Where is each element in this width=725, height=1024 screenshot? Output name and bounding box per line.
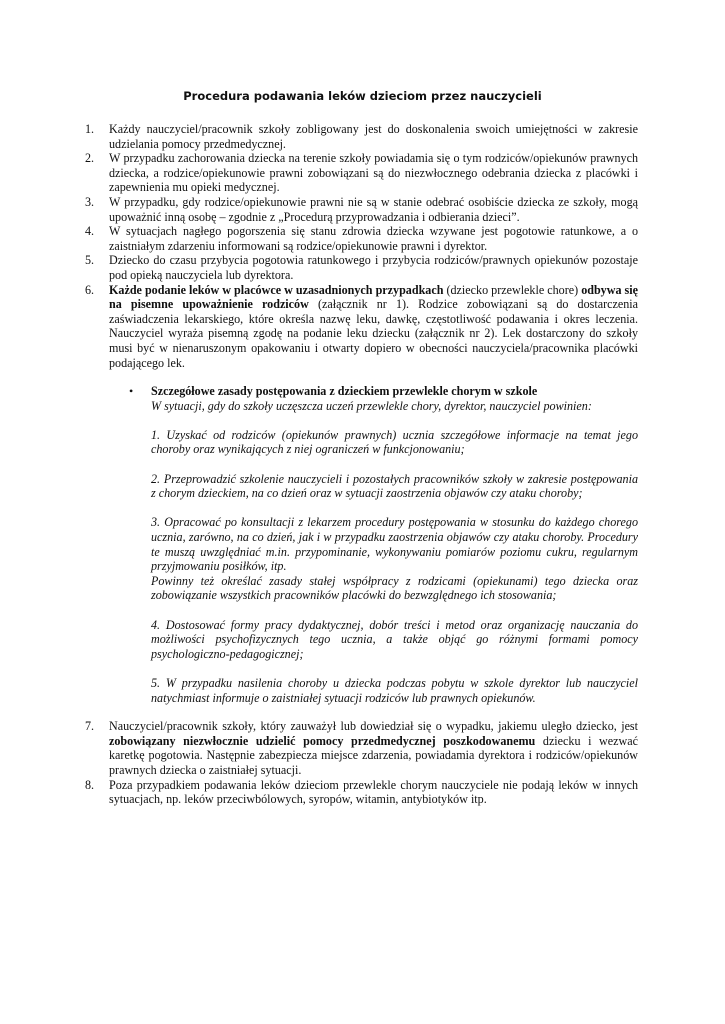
sub-point-continuation: Powinny też określać zasady stałej współpracy z rodzicami (opiekunami) tego dziecka oraz zobowiązanie wszystkich pracowników placówki do bezwzględnego ich stosowania; bbox=[151, 573, 638, 603]
item-text: W sytuacjach nagłego pogorszenia się stanu zdrowia dziecka wzywane jest pogotowie ratunkowe, a o zaistniałym zdarzeniu informowani są rodzice/opiekunowie prawni i dyrektor. bbox=[109, 224, 638, 253]
sub-point bbox=[151, 472, 638, 501]
item-text: (dziecko przewlekle chore) bbox=[443, 282, 582, 297]
item-text: dziecku i wezwać karetkę pogotowia. Następnie zabezpiecza miejsce zdarzenia, powiadamia dyrektora i rodziców/opiekunów prawnych dziecka o zaistniałej sytuacji. bbox=[109, 733, 638, 777]
bullet-icon: • bbox=[129, 384, 134, 399]
item-text: Każdy nauczyciel/pracownik szkoły zobligowany jest do doskonalenia swoich umiejętności w zakresie udzielania pomocy przedmedycznej. bbox=[109, 122, 638, 151]
list-item bbox=[85, 719, 638, 777]
document-body bbox=[85, 122, 638, 807]
list-item bbox=[85, 151, 638, 195]
item-number: 7. bbox=[85, 719, 95, 734]
list-item bbox=[85, 253, 638, 282]
item-number: 6. bbox=[85, 282, 95, 297]
sub-point-text: 1. Uzyskać od rodziców (opiekunów prawnych) ucznia szczegółowe informacje na temat jego choroby oraz wynikających z niej ograniczeń w funkcjonowaniu; bbox=[151, 427, 638, 457]
item-number: 1. bbox=[85, 122, 95, 136]
section-heading: Szczegółowe zasady postępowania z dzieckiem przewlekle chorym w szkole bbox=[151, 384, 538, 399]
sub-point bbox=[151, 676, 638, 705]
item-text: W przypadku, gdy rodzice/opiekunowie prawni nie są w stanie odebrać osobiście dziecka ze szkoły, mogą upoważnić inną osobę – zgodnie z „Procedurą przyprowadzania i odbierania dzieci”. bbox=[109, 194, 638, 224]
sub-point-text: 4. Dostosować formy pracy dydaktycznej, dobór treści i metod oraz organizację nauczania do możliwości psychofizycznych tego ucznia, a także objąć go różnymi formami pomocy psychologiczno-pedagogicznej; bbox=[151, 617, 638, 661]
list-item bbox=[85, 195, 638, 224]
procedure-list bbox=[85, 122, 638, 370]
sub-point bbox=[151, 515, 638, 603]
procedure-list-continued bbox=[85, 719, 638, 807]
document-title: Procedura podawania leków dzieciom przez nauczycieli bbox=[183, 89, 542, 103]
item-text: (załącznik nr 1). Rodzice zobowiązani są do dostarczenia zaświadczenia lekarskiego, które określa nazwę leku, dawkę, częstotliwość podawania i okres leczenia. Nauczyciel wyraża pisemną zgodę na podanie leku dziecku (załącznik nr 2). Lek dostarczony do szkoły musi być w nienaruszonym opakowaniu i otwarty dopiero w obecności nauczyciela/pracownika placówki podającego lek. bbox=[109, 297, 638, 370]
sub-point bbox=[151, 618, 638, 662]
list-item bbox=[85, 283, 638, 371]
bold-text: odbywa się na pisemne upoważnienie rodziców bbox=[109, 282, 638, 312]
chronic-illness-section bbox=[129, 384, 638, 705]
sub-point bbox=[151, 428, 638, 457]
sub-point-text: 2. Przeprowadzić szkolenie nauczycieli i pozostałych pracowników szkoły w zakresie postępowania z chorym dzieckiem, na co dzień oraz w sytuacji zaostrzenia objawów czy ataku choroby; bbox=[151, 471, 638, 501]
item-text: Poza przypadkiem podawania leków dzieciom przewlekle chorym nauczyciele nie podają leków w innych sytuacjach, np. leków przeciwbólowych, syropów, witamin, antybiotyków itp. bbox=[109, 777, 638, 807]
item-text: W przypadku zachorowania dziecka na terenie szkoły powiadamia się o tym rodziców/opiekunów prawnych dziecka, a rodzice/opiekunowie prawni zobowiązani są do niezwłocznego odebrania dziecka z placówki i zapewnienia mu opieki medycznej. bbox=[109, 151, 638, 195]
section-intro: W sytuacji, gdy do szkoły uczęszcza uczeń przewlekle chory, dyrektor, nauczyciel powinien: bbox=[151, 398, 592, 413]
item-number: 8. bbox=[85, 777, 95, 792]
item-number: 2. bbox=[85, 151, 95, 166]
bold-text: Każde podanie leków w placówce w uzasadnionych przypadkach bbox=[109, 282, 444, 297]
item-number: 4. bbox=[85, 224, 95, 239]
item-text: Nauczyciel/pracownik szkoły, który zauważył lub dowiedział się o wypadku, jakiemu uległo dziecko, jest bbox=[109, 719, 638, 734]
sub-point-text: 3. Opracować po konsultacji z lekarzem procedury postępowania w stosunku do każdego chorego ucznia, zarówno, na co dzień, jak i w przypadku zaostrzenia objawów czy ataku choroby. Procedury te muszą uwzględniać m.in. przypominanie, wykonywaniu pomiarów poziomu cukru, regularnym przyjmowaniu posiłków, itp. bbox=[151, 515, 638, 574]
sub-point-text: 5. W przypadku nasilenia choroby u dziecka podczas pobytu w szkole dyrektor lub nauczyciel natychmiast informuje o zaistniałej sytuacji rodziców lub prawnych opiekunów. bbox=[151, 675, 638, 705]
item-text: Dziecko do czasu przybycia pogotowia ratunkowego i przybycia rodziców/prawnych opiekunów pozostaje pod opieką nauczyciela lub dyrektora. bbox=[109, 253, 638, 282]
item-number: 3. bbox=[85, 194, 95, 209]
bold-text: zobowiązany niezwłocznie udzielić pomocy przedmedycznej poszkodowanemu bbox=[109, 733, 536, 748]
list-item bbox=[85, 778, 638, 807]
list-item bbox=[85, 224, 638, 253]
item-number: 5. bbox=[85, 253, 95, 268]
list-item bbox=[85, 122, 638, 151]
